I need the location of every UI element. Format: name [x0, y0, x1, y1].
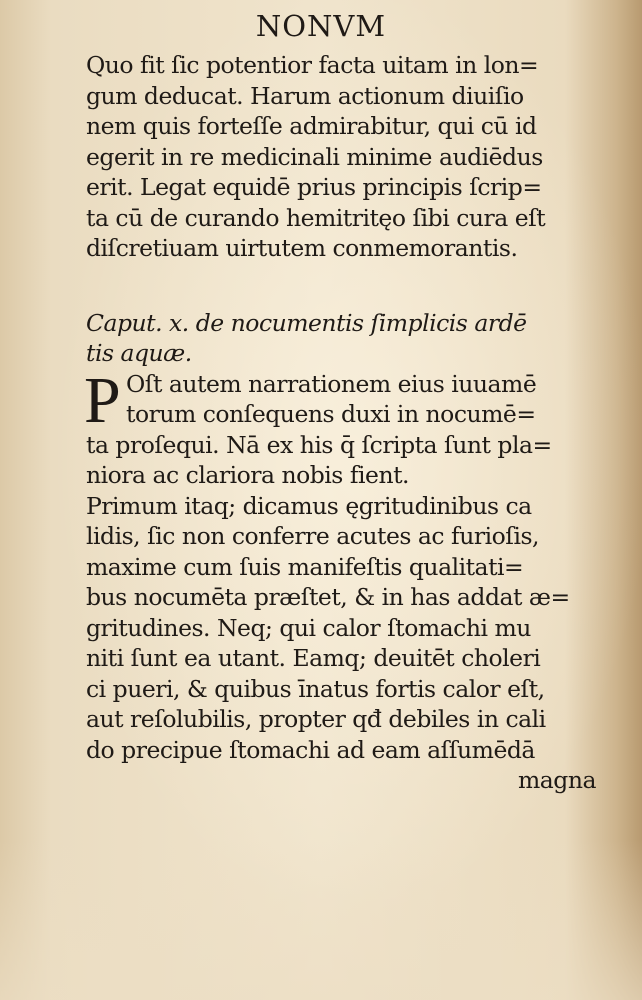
- text-block: [86, 50, 606, 796]
- text-line: nem quis forteſſe admirabitur, qui cū id: [86, 112, 537, 140]
- text-line: diſcretiuam uirtutem conmemorantis.: [86, 234, 518, 262]
- chapter-heading-line: Caput. x. de nocumentis ſimplicis ardē: [86, 308, 527, 337]
- text-line: maxime cum ſuis manifeſtis qualitati=: [86, 552, 524, 581]
- text-line: gritudines. Neq; qui calor ſtomachi mu: [86, 613, 531, 642]
- catchword: magna: [518, 766, 596, 794]
- paragraph-1: [86, 50, 606, 264]
- chapter-heading: [86, 308, 606, 369]
- running-head: NONVM: [255, 9, 387, 43]
- text-line: niora ac clariora nobis fient.: [86, 461, 409, 489]
- text-line: aut reſolubilis, propter qđ debiles in cali: [86, 705, 546, 733]
- text-line: egerit in re medicinali minime audiēdus: [86, 142, 543, 171]
- section-gap: [86, 264, 606, 308]
- drop-cap: P: [84, 363, 121, 437]
- text-line: ta cū de curando hemitritęo ſibi cura eſt: [86, 203, 546, 232]
- text-line: gum deducat. Harum actionum diuiſio: [86, 81, 524, 110]
- text-line: ci pueri, & quibus īnatus fortis calor eſt,: [86, 674, 545, 703]
- text-line: bus nocumēta præſtet, & in has addat æ=: [86, 583, 570, 611]
- text-line: ta proſequi. Nā ex his q̄ ſcripta ſunt pla=: [86, 430, 552, 459]
- text-line: erit. Legat equidē prius principis ſcrip=: [86, 173, 542, 201]
- text-line: lidis, ſic non conferre acutes ac furioſis,: [86, 522, 540, 550]
- text-line: niti ſunt ea utant. Eamq; deuitēt choleri: [86, 644, 541, 672]
- text-line: Primum itaq; dicamus ęgritudinibus ca: [86, 491, 532, 520]
- text-line: torum conſequens duxi in nocumē=: [126, 400, 536, 428]
- paragraph-3: [86, 491, 606, 766]
- chapter-heading-line: tis aquæ.: [86, 339, 192, 367]
- text-line: Oſt autem narrationem eius iuuamē: [126, 369, 537, 398]
- text-line: Quo fit ſic potentior facta uitam in lon=: [86, 51, 539, 79]
- text-line: do precipue ſtomachi ad eam aſſumēdā: [86, 735, 535, 764]
- paragraph-2: [84, 363, 606, 491]
